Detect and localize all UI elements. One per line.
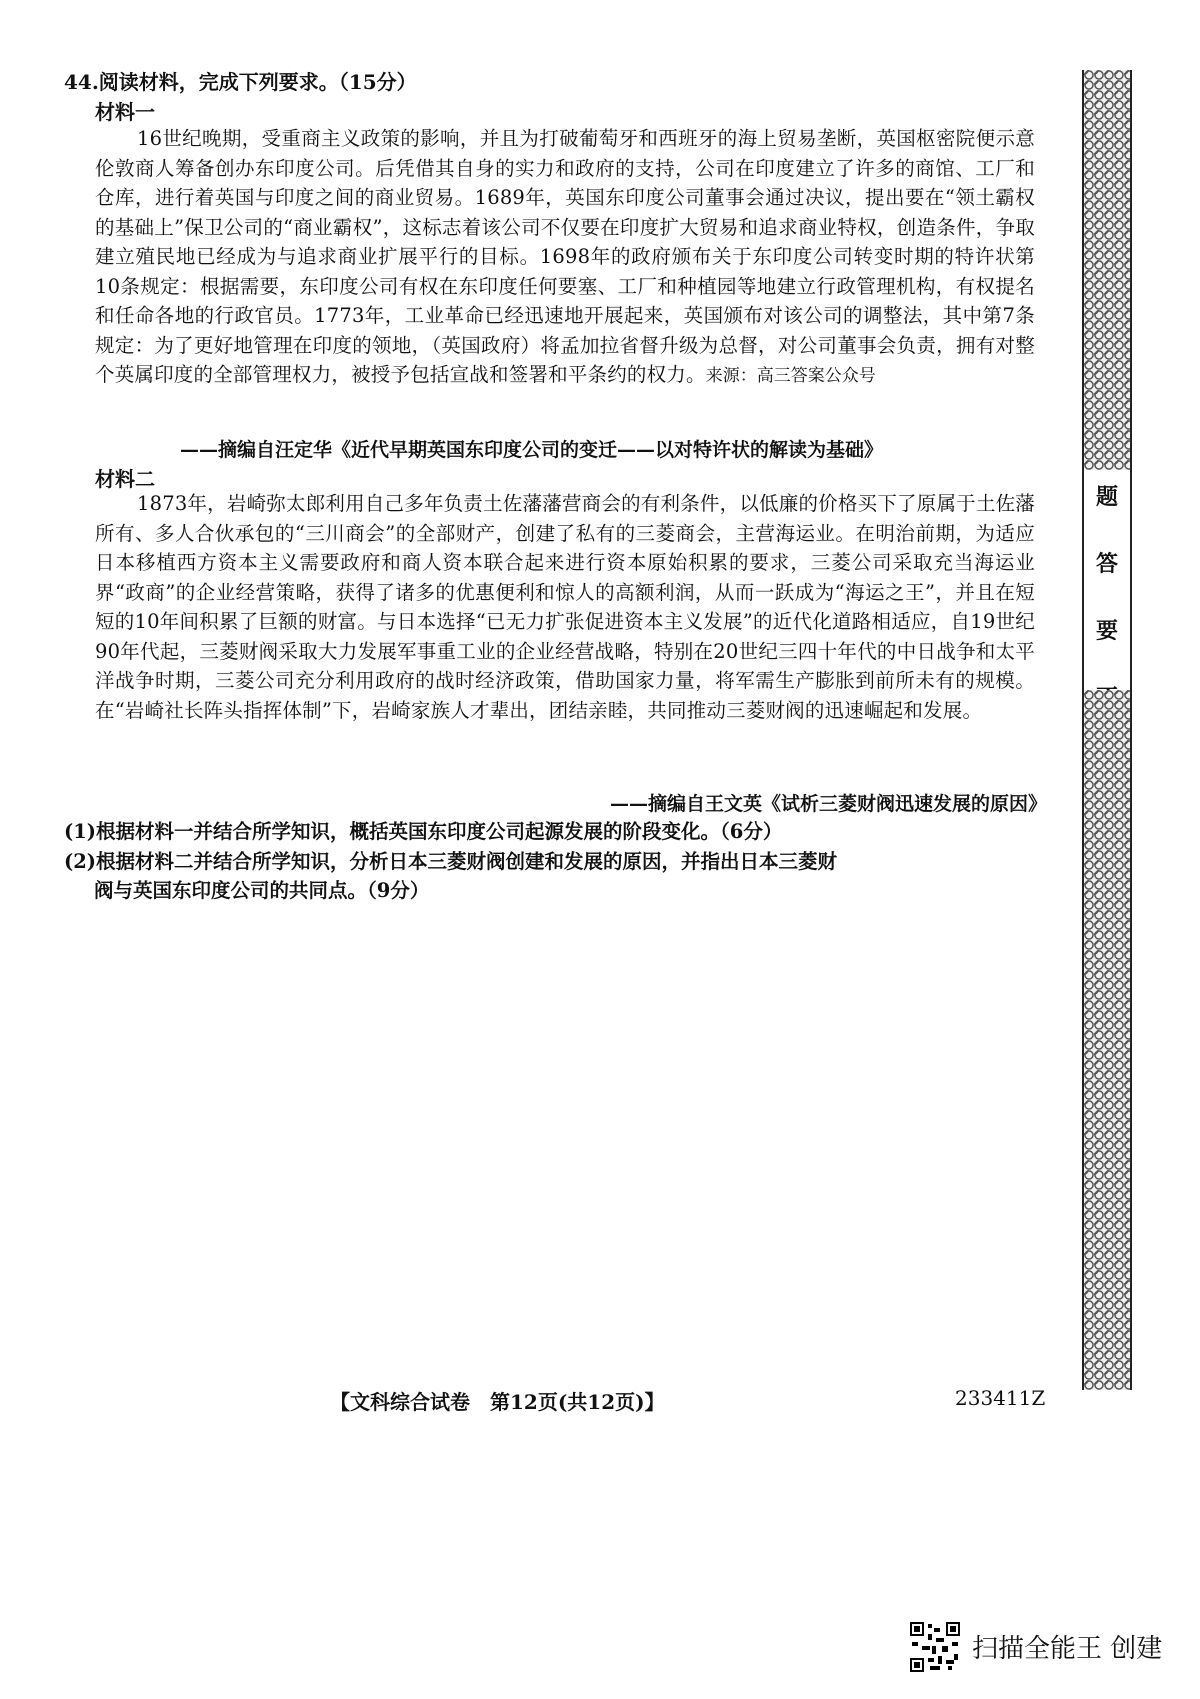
binding-char: 题 xyxy=(1095,485,1118,510)
exam-code: 233411Z xyxy=(955,1386,1046,1410)
binding-char: 答 xyxy=(1095,552,1118,577)
binding-char: 要 xyxy=(1095,619,1118,644)
binding-pattern-top xyxy=(1084,70,1130,470)
task-2-line1: (2)根据材料二并结合所学知识，分析日本三菱财阀创建和发展的原因，并指出日本三菱财 xyxy=(64,850,838,873)
task-2 xyxy=(64,847,1044,905)
scanner-watermark: 扫描全能王 创建 xyxy=(972,1634,1163,1664)
material2-body: 1873年，岩崎弥太郎利用自己多年负责土佐藩藩营商会的有利条件，以低廉的价格买下了原属于土佐藩所有、多人合伙承包的“三川商会”的全部财产，创建了私有的三菱商会，主营海运业。在明治前期，为适应日本移植西方资本主义需要政府和商人资本联合起来进行资本原始积累的要求，三菱公司采取充当海运业界“政商”的企业经营策略，获得了诸多的优惠便利和惊人的高额利润，从而一跃成为“海运之王”，并且在短短的10年间积累了巨额的财富。与日本选择“已无力扩张促进资本主义发展”的近代化道路相适应，自19世纪90年代起，三菱财阀采取大力发展军事重工业的企业经营战略，特别在20世纪三四十年代的中日战争和太平洋战争时期，三菱公司充分利用政府的战时经济政策，借助国家力量，将军需生产膨胀到前所未有的规模。在“岩崎社长阵头指挥体制”下，岩崎家族人才辈出，团结亲睦，共同推动三菱财阀的迅速崛起和发展。 xyxy=(95,492,1035,722)
binding-strip xyxy=(1082,70,1132,1390)
material1-body xyxy=(95,124,1035,392)
task-2-line2: 阀与英国东印度公司的共同点。（9分） xyxy=(94,879,430,902)
material2-heading: 材料二 xyxy=(95,467,155,491)
material1-citation: ——摘编自汪定华《近代早期英国东印度公司的变迁——以对特许状的解读为基础》 xyxy=(180,439,884,461)
page-footer: 【文科综合试卷 第12页(共12页)】 xyxy=(330,1390,665,1414)
material1-heading: 材料一 xyxy=(95,100,155,124)
material2-citation: ——摘编自王文英《试析三菱财阀迅速发展的原因》 xyxy=(610,793,1048,815)
task-1: (1)根据材料一并结合所学知识，概括英国东印度公司起源发展的阶段变化。（6分） xyxy=(64,820,783,843)
question-title: 44.阅读材料，完成下列要求。（15分） xyxy=(64,70,417,94)
qr-code-icon xyxy=(910,1622,960,1672)
source-tag: 来源：高三答案公众号 xyxy=(705,366,876,386)
binding-pattern-bottom xyxy=(1084,690,1130,1390)
material1-text: 16世纪晚期，受重商主义政策的影响，并且为打破葡萄牙和西班牙的海上贸易垄断，英国枢密院便示意伦敦商人筹备创办东印度公司。后凭借其自身的实力和政府的支持，公司在印度建立了许多的商馆、工厂和仓库，进行着英国与印度之间的商业贸易。1689年，英国东印度公司董事会通过决议，提出要在“领土霸权的基础上”保卫公司的“商业霸权”，这标志着该公司不仅要在印度扩大贸易和追求商业特权，创造条件，争取建立殖民地已经成为与追求商业扩展平行的目标。1698年的政府颁布关于东印度公司转变时期的特许状第10条规定：根据需要，东印度公司有权在东印度任何要塞、工厂和种植园等地建立行政管理机构，有权提名和任命各地的行政官员。1773年，工业革命已经迅速地开展起来，英国颁布对该公司的调整法，其中第7条规定：为了更好地管理在印度的领地，（英国政府）将孟加拉省督升级为总督，对公司董事会负责，拥有对整个英属印度的全部管理权力，被授予包括宣战和签署和平条约的权力。 xyxy=(95,127,1035,386)
